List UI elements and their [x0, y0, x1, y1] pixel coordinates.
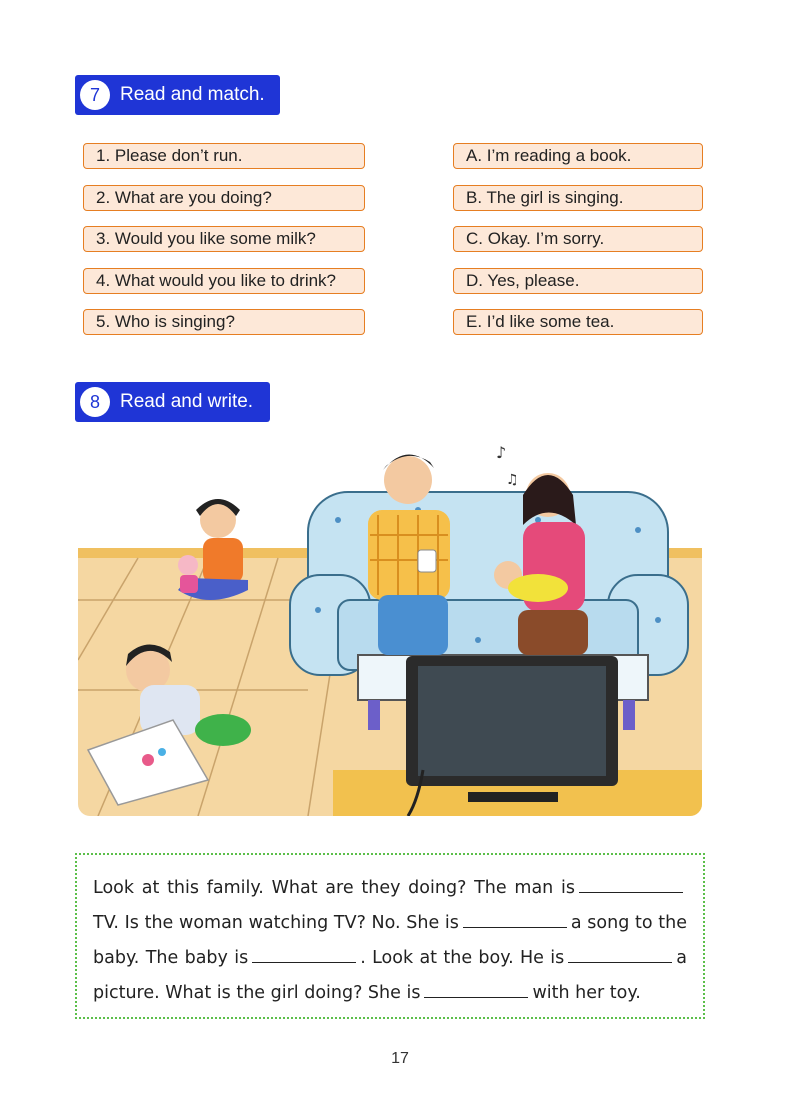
match-left-item[interactable]: 2. What are you doing?	[83, 185, 365, 211]
read-and-write-passage	[75, 853, 705, 1019]
answer-blank[interactable]	[463, 909, 567, 928]
match-right-item[interactable]: D. Yes, please.	[453, 268, 703, 294]
match-right-item[interactable]: A. I’m reading a book.	[453, 143, 703, 169]
passage-text: a picture. What is the girl doing? She is	[93, 948, 687, 1003]
match-left-item[interactable]: 5. Who is singing?	[83, 309, 365, 335]
sofa	[290, 492, 688, 675]
match-right-item[interactable]: C. Okay. I’m sorry.	[453, 226, 703, 252]
match-left-item[interactable]: 3. Would you like some milk?	[83, 226, 365, 252]
match-right-item[interactable]: B. The girl is singing.	[453, 185, 703, 211]
match-right-item[interactable]: E. I’d like some tea.	[453, 309, 703, 335]
match-left-item[interactable]: 1. Please don’t run.	[83, 143, 365, 169]
passage-text: a song to the baby. The baby is	[93, 913, 687, 968]
passage-text: with her toy.	[532, 983, 641, 1003]
page-number: 17	[391, 1050, 409, 1067]
section-7-number: 7	[80, 80, 110, 110]
answer-blank[interactable]	[568, 944, 672, 963]
passage-text: Look at this family. What are they doing? The man is	[93, 878, 575, 898]
passage-text: . Look at the boy. He is	[360, 948, 565, 968]
answer-blank[interactable]	[252, 944, 356, 963]
section-7-title: Read and match.	[120, 84, 265, 105]
section-8-header	[75, 382, 270, 422]
svg-text:♪: ♪	[496, 443, 507, 462]
section-7-header	[75, 75, 280, 115]
section-8-number: 8	[80, 387, 110, 417]
answer-blank[interactable]	[579, 874, 683, 893]
section-8-title: Read and write.	[120, 391, 254, 412]
answer-blank[interactable]	[424, 979, 528, 998]
match-left-item[interactable]: 4. What would you like to drink?	[83, 268, 365, 294]
family-illustration	[78, 440, 702, 816]
svg-text:♫: ♫	[506, 472, 519, 488]
passage-text: TV. Is the woman watching TV? No. She is	[93, 913, 459, 933]
